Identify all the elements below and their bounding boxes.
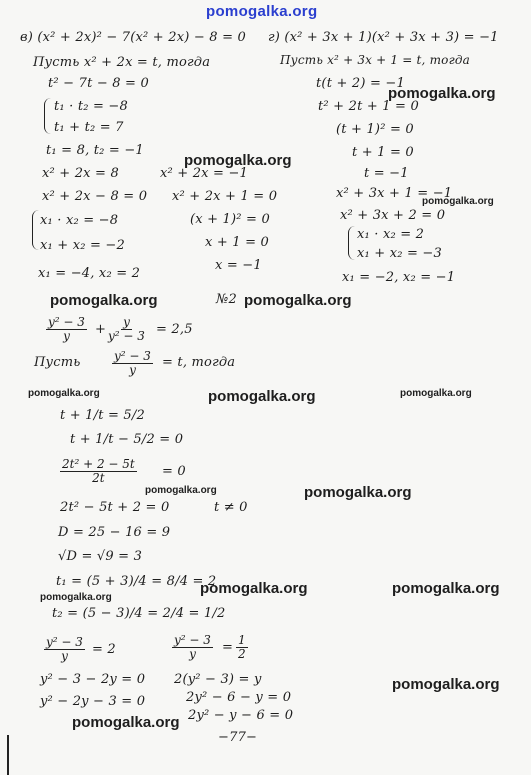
site-watermark: pomogalka.org — [50, 292, 158, 309]
step-3-fraction — [60, 458, 137, 485]
site-watermark: pomogalka.org — [392, 676, 500, 693]
substitution-line-g: Пусть x² + 3x + 1 = t, тогда — [280, 53, 471, 67]
case-b-rhs — [236, 634, 248, 661]
site-watermark: pomogalka.org — [200, 580, 308, 597]
case-1-eq: x² + 2x = 8 — [42, 166, 119, 181]
eq-fraction-2-num: y — [123, 315, 130, 329]
let-fraction — [112, 350, 153, 377]
case-a-fraction — [44, 636, 85, 663]
case-a-eq: = 2 — [92, 642, 116, 657]
g-back-sub: x² + 3x + 1 = −1 — [336, 186, 453, 201]
case-a-den: y — [61, 649, 68, 663]
page-edge-line — [7, 735, 9, 775]
site-watermark-top: pomogalka.org — [206, 3, 318, 20]
step-3-eq: = 0 — [162, 464, 186, 479]
g-vieta-sum: x₁ + x₂ = −3 — [357, 246, 442, 261]
problem-v-header: в) (x² + 2x)² − 7(x² + 2x) − 8 = 0 — [20, 30, 246, 45]
site-watermark: pomogalka.org — [244, 292, 352, 309]
plus-sign: + — [95, 322, 107, 337]
page-number: −77− — [218, 730, 258, 745]
case-b-rhs-den: 2 — [238, 647, 246, 661]
t-nonzero: t ≠ 0 — [214, 500, 248, 515]
case-2-square: (x + 1)² = 0 — [190, 212, 270, 227]
case-b-step-1: 2(y² − 3) = y — [174, 672, 262, 687]
x-roots: x₁ = −4, x₂ = 2 — [38, 266, 141, 281]
x-vieta-sum: x₁ + x₂ = −2 — [40, 238, 125, 253]
g-vieta-product: x₁ · x₂ = 2 — [357, 227, 425, 242]
x-vieta-product: x₁ · x₂ = −8 — [40, 213, 119, 228]
let-fraction-num: y² − 3 — [114, 349, 151, 363]
case-b-fraction — [172, 634, 213, 661]
step-3-num: 2t² + 2 − 5t — [62, 457, 135, 471]
vieta-product: t₁ · t₂ = −8 — [54, 99, 128, 114]
case-1-quadratic: x² + 2x − 8 = 0 — [42, 189, 148, 204]
t-linear: t + 1 = 0 — [352, 145, 414, 160]
case-b-eq: = — [222, 640, 234, 655]
let-rest: = t, тогда — [162, 355, 236, 370]
g-quadratic: x² + 3x + 2 = 0 — [340, 208, 446, 223]
root-t2: t₂ = (5 − 3)/4 = 2/4 = 1/2 — [52, 606, 226, 621]
let-fraction-den: y — [129, 363, 136, 377]
discriminant: D = 25 − 16 = 9 — [58, 525, 171, 540]
vieta-sum: t₁ + t₂ = 7 — [54, 120, 124, 135]
problem-number: №2 — [216, 292, 237, 307]
site-watermark: pomogalka.org — [422, 196, 494, 207]
problem-g-header: г) (x² + 3x + 1)(x² + 3x + 3) = −1 — [268, 30, 499, 45]
vieta-brace-1 — [44, 98, 51, 134]
t-square: (t + 1)² = 0 — [336, 122, 414, 137]
site-watermark: pomogalka.org — [392, 580, 500, 597]
step-4: 2t² − 5t + 2 = 0 — [60, 500, 170, 515]
site-watermark: pomogalka.org — [28, 388, 100, 399]
eq-fraction-1-num: y² − 3 — [48, 315, 85, 329]
discriminant-root: √D = √9 = 3 — [58, 549, 143, 564]
vieta-brace-3 — [348, 226, 355, 260]
t-equation: t(t + 2) = −1 — [316, 76, 405, 91]
case-2-quadratic: x² + 2x + 1 = 0 — [172, 189, 278, 204]
eq-fraction-2 — [108, 316, 145, 343]
site-watermark: pomogalka.org — [40, 592, 112, 603]
t-value: t = −1 — [364, 166, 409, 181]
case-b-rhs-num: 1 — [238, 633, 246, 647]
eq-fraction-1-den: y — [63, 329, 70, 343]
substitution-line: Пусть x² + 2x = t, тогда — [33, 55, 211, 70]
eq-fraction-2-den: y² − 3 — [108, 329, 145, 343]
site-watermark: pomogalka.org — [208, 388, 316, 405]
eq-fraction-1 — [46, 316, 87, 343]
step-1: t + 1/t = 5/2 — [60, 408, 145, 423]
site-watermark: pomogalka.org — [304, 484, 412, 501]
case-b-step-3: 2y² − y − 6 = 0 — [188, 708, 294, 723]
case-b-den: y — [189, 647, 196, 661]
step-2: t + 1/t − 5/2 = 0 — [70, 432, 184, 447]
site-watermark: pomogalka.org — [400, 388, 472, 399]
case-2-root: x = −1 — [215, 258, 262, 273]
t-quadratic: t² + 2t + 1 = 0 — [318, 99, 419, 114]
root-t1: t₁ = (5 + 3)/4 = 8/4 = 2 — [56, 574, 217, 589]
quadratic-in-t: t² − 7t − 8 = 0 — [48, 76, 149, 91]
vieta-brace-2 — [32, 210, 39, 250]
site-watermark: pomogalka.org — [184, 152, 292, 169]
case-2-linear: x + 1 = 0 — [205, 235, 269, 250]
let-word: Пусть — [34, 355, 81, 370]
g-roots: x₁ = −2, x₂ = −1 — [342, 270, 456, 285]
case-2-eq: x² + 2x = −1 — [160, 166, 249, 181]
case-a-step-1: y² − 3 − 2y = 0 — [40, 672, 146, 687]
case-a-step-2: y² − 2y − 3 = 0 — [40, 694, 146, 709]
site-watermark: pomogalka.org — [145, 485, 217, 496]
case-b-step-2: 2y² − 6 − y = 0 — [186, 690, 292, 705]
case-a-num: y² − 3 — [46, 635, 83, 649]
case-b-num: y² − 3 — [174, 633, 211, 647]
t-roots: t₁ = 8, t₂ = −1 — [46, 143, 144, 158]
step-3-den: 2t — [92, 471, 105, 485]
eq-rhs: = 2,5 — [156, 322, 193, 337]
site-watermark: pomogalka.org — [388, 85, 496, 102]
site-watermark: pomogalka.org — [72, 714, 180, 731]
